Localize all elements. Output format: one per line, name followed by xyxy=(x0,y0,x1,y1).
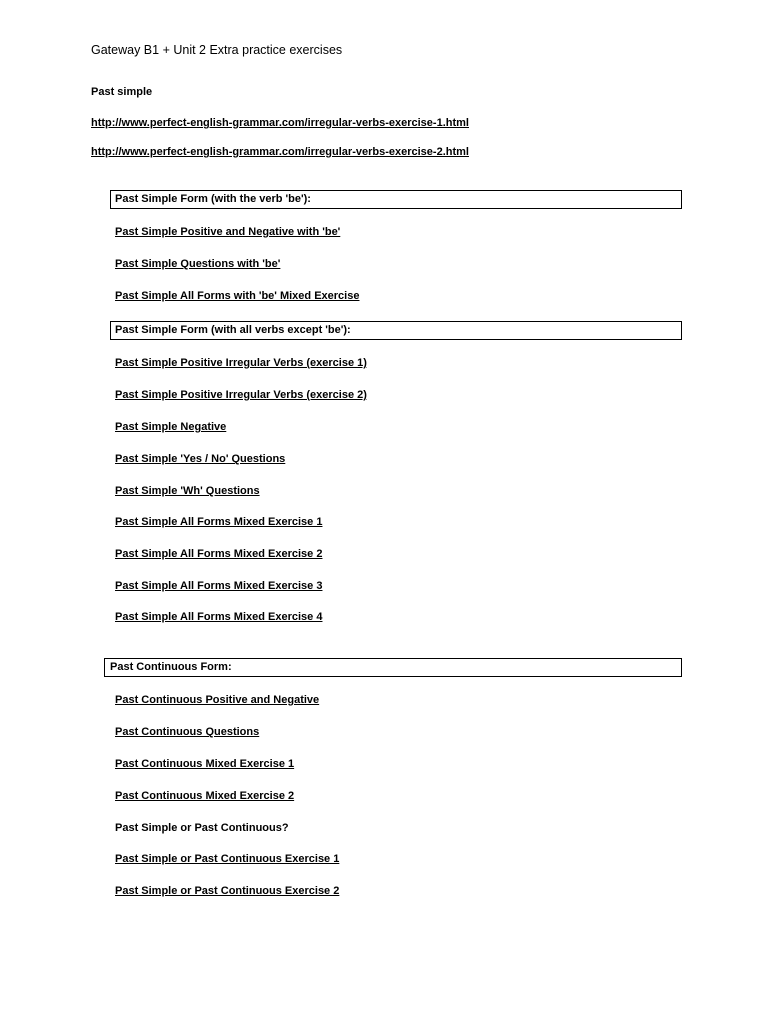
exercise-link[interactable]: Past Simple 'Wh' Questions xyxy=(115,485,260,497)
section-subtitle: Past simple xyxy=(91,86,153,98)
section-box-continuous xyxy=(104,658,682,677)
exercise-link[interactable]: Past Continuous Positive and Negative xyxy=(115,694,320,706)
exercise-link[interactable]: Past Continuous Mixed Exercise 1 xyxy=(115,758,295,770)
exercise-link[interactable]: Past Simple Positive Irregular Verbs (exercise 2) xyxy=(115,389,367,401)
section-box-all-verbs xyxy=(110,321,682,340)
section-box-be xyxy=(110,190,682,209)
exercise-link[interactable]: Past Simple or Past Continuous Exercise 2 xyxy=(115,885,340,897)
exercise-link[interactable]: Past Simple Negative xyxy=(115,421,227,433)
subheading-simple-or-continuous: Past Simple or Past Continuous? xyxy=(115,822,289,834)
exercise-link[interactable]: Past Simple All Forms with 'be' Mixed Exercise xyxy=(115,290,360,302)
exercise-link[interactable]: Past Simple All Forms Mixed Exercise 3 xyxy=(115,580,323,592)
exercise-link[interactable]: Past Simple Positive and Negative with 'be' xyxy=(115,226,341,238)
exercise-link[interactable]: Past Continuous Mixed Exercise 2 xyxy=(115,790,295,802)
exercise-link[interactable]: Past Simple Positive Irregular Verbs (exercise 1) xyxy=(115,357,367,369)
exercise-link[interactable]: Past Continuous Questions xyxy=(115,726,260,738)
exercise-link[interactable]: Past Simple 'Yes / No' Questions xyxy=(115,453,286,465)
exercise-link[interactable]: Past Simple or Past Continuous Exercise 1 xyxy=(115,853,340,865)
section-heading-continuous: Past Continuous Form: xyxy=(110,661,232,673)
exercise-link[interactable]: Past Simple All Forms Mixed Exercise 2 xyxy=(115,548,323,560)
url-link-1[interactable]: http://www.perfect-english-grammar.com/irregular-verbs-exercise-1.html xyxy=(91,117,469,129)
url-link-2[interactable]: http://www.perfect-english-grammar.com/irregular-verbs-exercise-2.html xyxy=(91,146,469,158)
section-heading-be: Past Simple Form (with the verb 'be'): xyxy=(115,193,311,205)
exercise-link[interactable]: Past Simple All Forms Mixed Exercise 1 xyxy=(115,516,323,528)
section-heading-all-verbs: Past Simple Form (with all verbs except 'be'): xyxy=(115,324,351,336)
document-title: Gateway B1 + Unit 2 Extra practice exercises xyxy=(91,43,343,57)
exercise-link[interactable]: Past Simple All Forms Mixed Exercise 4 xyxy=(115,611,323,623)
exercise-link[interactable]: Past Simple Questions with 'be' xyxy=(115,258,281,270)
